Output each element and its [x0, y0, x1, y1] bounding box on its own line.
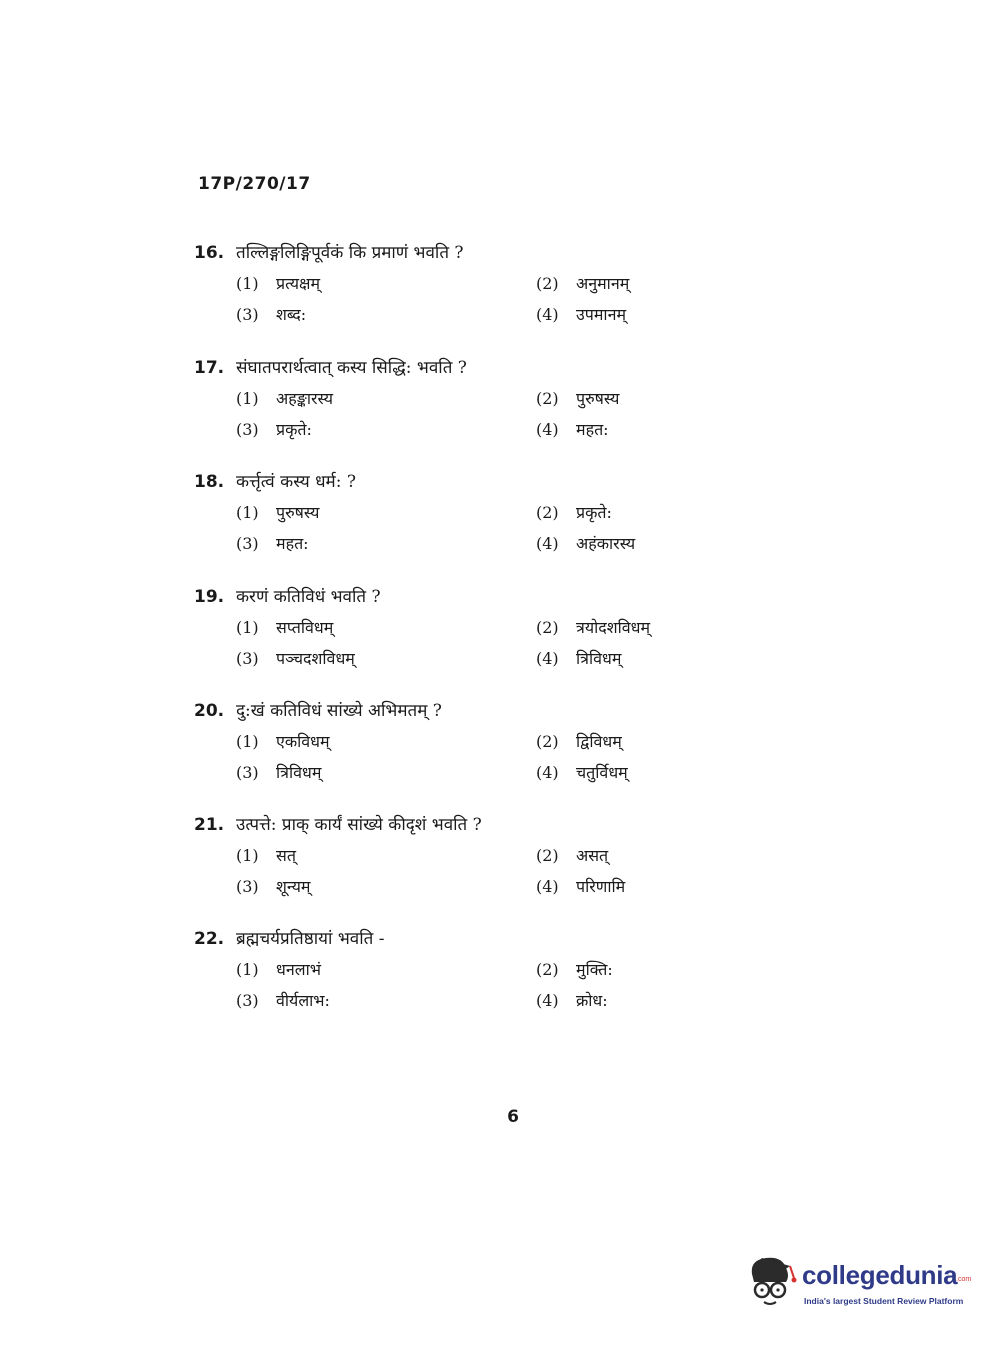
question-20	[194, 696, 714, 788]
option-text: प्रत्यक्षम्	[276, 274, 321, 293]
option-number: (1)	[236, 389, 259, 408]
option-number: (2)	[536, 389, 559, 408]
option-text: चतुर्विधम्	[576, 763, 628, 782]
option-text: शून्यम्	[276, 877, 311, 896]
option-text: सत्	[276, 846, 296, 865]
option-number: (3)	[236, 991, 259, 1010]
option-text: पुरुषस्य	[576, 389, 620, 408]
option-text: शब्द:	[276, 305, 307, 324]
option-text: असत्	[576, 846, 609, 865]
option-3	[236, 299, 306, 330]
question-stem	[194, 696, 714, 726]
question-text: तल्लिङ्गलिङ्गिपूर्वकं कि प्रमाणं भवति ?	[236, 243, 464, 263]
option-1	[236, 726, 330, 757]
question-number: 22.	[194, 929, 225, 949]
option-number: (3)	[236, 420, 259, 439]
options-row	[194, 383, 714, 414]
option-1	[236, 497, 319, 528]
option-4	[536, 414, 609, 445]
options-row	[194, 612, 714, 643]
question-19	[194, 582, 714, 674]
options-row	[194, 268, 714, 299]
option-number: (2)	[536, 846, 559, 865]
question-number: 20.	[194, 701, 225, 721]
option-text: धनलाभं	[276, 960, 321, 979]
option-number: (4)	[536, 991, 559, 1010]
option-number: (1)	[236, 846, 259, 865]
question-stem	[194, 353, 714, 383]
brand-tagline: India's largest Student Review Platform	[804, 1296, 964, 1306]
question-16	[194, 238, 714, 330]
option-number: (3)	[236, 305, 259, 324]
question-stem	[194, 467, 714, 497]
option-text: अहंकारस्य	[576, 534, 636, 553]
option-4	[536, 528, 635, 559]
option-number: (3)	[236, 649, 259, 668]
question-text: उत्पत्ते: प्राक् कार्यं सांख्ये कीदृशं भवति ?	[236, 815, 482, 835]
option-number: (4)	[536, 420, 559, 439]
question-number: 18.	[194, 472, 225, 492]
option-3	[236, 871, 310, 902]
option-1	[236, 840, 296, 871]
option-2	[536, 954, 613, 985]
option-text: पञ्चदशविधम्	[276, 649, 355, 668]
option-4	[536, 757, 628, 788]
option-number: (4)	[536, 877, 559, 896]
question-stem	[194, 238, 714, 268]
option-number: (4)	[536, 649, 559, 668]
option-text: त्रिविधम्	[276, 763, 322, 782]
collegedunia-watermark	[742, 1252, 972, 1314]
option-text: क्रोध:	[576, 991, 608, 1010]
question-number: 17.	[194, 358, 225, 378]
options-row	[194, 871, 714, 902]
option-text: एकविधम्	[276, 732, 330, 751]
question-21	[194, 810, 714, 902]
option-text: महत:	[276, 534, 309, 553]
option-2	[536, 383, 619, 414]
option-number: (1)	[236, 618, 259, 637]
option-number: (2)	[536, 503, 559, 522]
question-number: 19.	[194, 587, 225, 607]
paper-code: 17P/270/17	[198, 174, 311, 194]
option-number: (3)	[236, 877, 259, 896]
options-row	[194, 840, 714, 871]
options-row	[194, 528, 714, 559]
option-text: वीर्यलाभ:	[276, 991, 330, 1010]
question-22	[194, 924, 714, 1016]
question-text: दु:खं कतिविधं सांख्ये अभिमतम् ?	[236, 701, 442, 721]
option-4	[536, 299, 626, 330]
question-number: 21.	[194, 815, 225, 835]
option-4	[536, 643, 621, 674]
option-number: (3)	[236, 763, 259, 782]
option-number: (1)	[236, 732, 259, 751]
option-text: अहङ्कारस्य	[276, 389, 334, 408]
option-text: सप्तविधम्	[276, 618, 334, 637]
option-number: (2)	[536, 732, 559, 751]
option-text: प्रकृते:	[276, 420, 312, 439]
option-number: (2)	[536, 274, 559, 293]
option-1	[236, 954, 321, 985]
options-row	[194, 643, 714, 674]
options-row	[194, 985, 714, 1016]
option-number: (4)	[536, 305, 559, 324]
option-3	[236, 757, 321, 788]
option-text: परिणामि	[576, 877, 626, 896]
option-3	[236, 414, 312, 445]
option-1	[236, 612, 333, 643]
question-number: 16.	[194, 243, 225, 263]
options-row	[194, 757, 714, 788]
option-text: द्विविधम्	[576, 732, 622, 751]
option-number: (4)	[536, 534, 559, 553]
question-stem	[194, 810, 714, 840]
brand-domain: .com	[956, 1276, 972, 1283]
option-number: (2)	[536, 960, 559, 979]
option-3	[236, 643, 355, 674]
option-4	[536, 871, 625, 902]
options-row	[194, 954, 714, 985]
brand-name: collegedunia	[802, 1260, 958, 1290]
option-2	[536, 840, 608, 871]
option-2	[536, 612, 650, 643]
option-3	[236, 528, 309, 559]
page-number: 6	[507, 1107, 519, 1127]
question-stem	[194, 924, 714, 954]
option-4	[536, 985, 608, 1016]
option-number: (4)	[536, 763, 559, 782]
option-number: (3)	[236, 534, 259, 553]
option-text: पुरुषस्य	[276, 503, 320, 522]
question-text: ब्रह्मचर्यप्रतिष्ठायां भवति -	[236, 929, 385, 949]
option-1	[236, 383, 333, 414]
option-2	[536, 497, 612, 528]
option-text: महत:	[576, 420, 609, 439]
option-1	[236, 268, 320, 299]
option-number: (2)	[536, 618, 559, 637]
question-18	[194, 467, 714, 559]
options-row	[194, 299, 714, 330]
option-number: (1)	[236, 960, 259, 979]
option-3	[236, 985, 330, 1016]
options-row	[194, 497, 714, 528]
question-17	[194, 353, 714, 445]
option-text: त्रयोदशविधम्	[576, 618, 651, 637]
question-text: संघातपरार्थत्वात् कस्य सिद्धि: भवति ?	[236, 358, 467, 378]
question-text: कर्त्तृत्वं कस्य धर्म: ?	[236, 472, 356, 492]
option-number: (1)	[236, 274, 259, 293]
mascot-logo-icon	[742, 1252, 800, 1314]
option-text: मुक्ति:	[576, 960, 613, 979]
option-2	[536, 268, 629, 299]
options-row	[194, 726, 714, 757]
option-number: (1)	[236, 503, 259, 522]
option-text: अनुमानम्	[576, 274, 630, 293]
option-text: प्रकृते:	[576, 503, 612, 522]
option-2	[536, 726, 622, 757]
option-text: त्रिविधम्	[576, 649, 622, 668]
question-text: करणं कतिविधं भवति ?	[236, 587, 381, 607]
options-row	[194, 414, 714, 445]
option-text: उपमानम्	[576, 305, 627, 324]
question-stem	[194, 582, 714, 612]
